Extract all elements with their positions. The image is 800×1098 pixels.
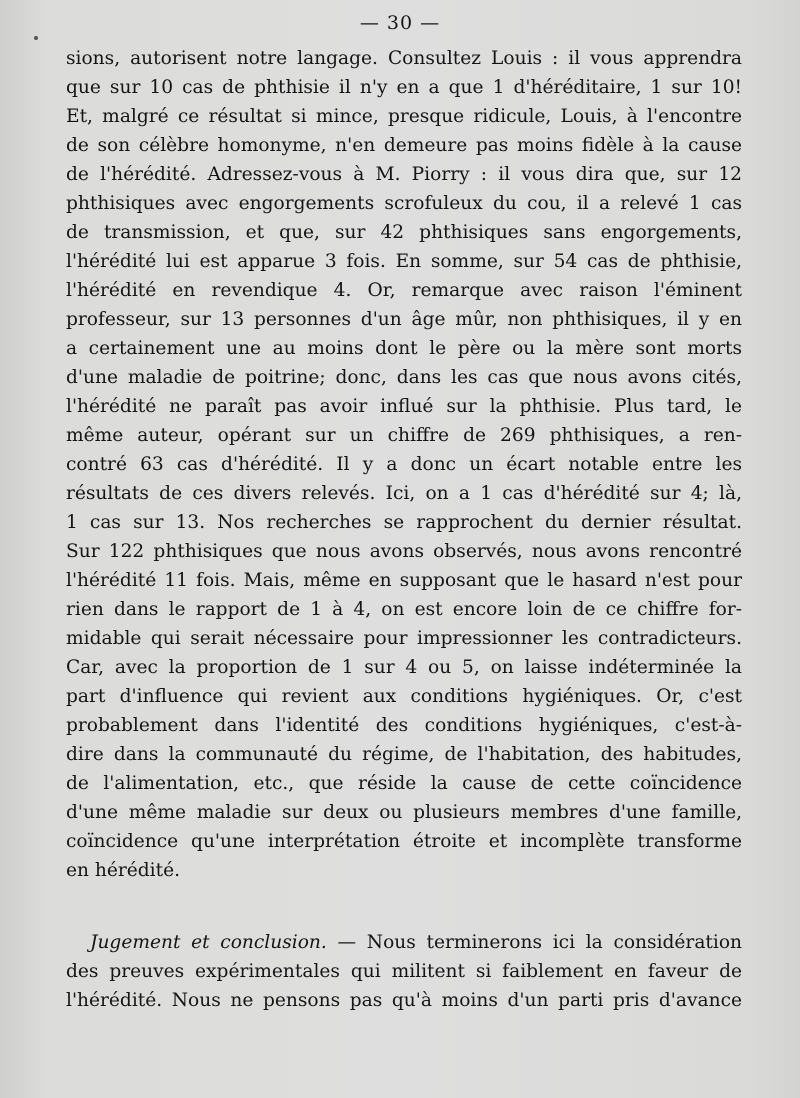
text-line: l'hérédité ne paraît pas avoir influé sur la phthisie. Plus tard, le	[66, 396, 742, 417]
text-line: des preuves expérimentales qui militent si faiblement en faveur de	[66, 961, 742, 982]
text-line: l'hérédité 11 fois. Mais, même en supposant que le hasard n'est pour	[66, 570, 742, 591]
text-line: en hérédité.	[66, 860, 180, 881]
text-line: Et, malgré ce résultat si mince, presque ridicule, Louis, à l'encontre	[66, 106, 742, 127]
text-line: sions, autorisent notre langage. Consultez Louis : il vous apprendra	[66, 48, 742, 69]
text-line: 1 cas sur 13. Nos recherches se rapprochent du dernier résultat.	[66, 512, 742, 533]
text-line: résultats de ces divers relevés. Ici, on a 1 cas d'hérédité sur 4; là,	[66, 483, 742, 504]
paragraph-heredity-statistics	[66, 44, 742, 885]
text-line: de transmission, et que, sur 42 phthisiques sans engorgements,	[66, 222, 742, 243]
text-line: a certainement une au moins dont le père ou la mère sont morts	[66, 338, 742, 359]
text-line: d'une même maladie sur deux ou plusieurs membres d'une famille,	[66, 802, 742, 823]
text-line: l'hérédité en revendique 4. Or, remarque avec raison l'éminent	[66, 280, 742, 301]
text-line-rest: — Nous terminerons ici la considération	[326, 932, 742, 953]
text-line: rien dans le rapport de 1 à 4, on est encore loin de ce chiffre for-	[66, 599, 742, 620]
section-run-in-heading: Jugement et conclusion.	[90, 932, 327, 953]
text-line	[66, 928, 742, 957]
text-line: probablement dans l'identité des conditions hygiéniques, c'est-à-	[66, 715, 742, 736]
text-line: l'hérédité. Nous ne pensons pas qu'à moins d'un parti pris d'avance	[66, 990, 742, 1011]
paper-speck	[34, 36, 38, 40]
text-line: coïncidence qu'une interprétation étroite et incomplète transforme	[66, 831, 742, 852]
paragraph-judgement-conclusion	[66, 928, 742, 1015]
text-line: midable qui serait nécessaire pour impressionner les contradicteurs.	[66, 628, 742, 649]
text-line: Sur 122 phthisiques que nous avons observés, nous avons rencontré	[66, 541, 742, 562]
text-line: Car, avec la proportion de 1 sur 4 ou 5, on laisse indéterminée la	[66, 657, 742, 678]
text-line: phthisiques avec engorgements scrofuleux du cou, il a relevé 1 cas	[66, 193, 742, 214]
text-line: part d'influence qui revient aux conditions hygiéniques. Or, c'est	[66, 686, 742, 707]
text-line: dire dans la communauté du régime, de l'habitation, des habitudes,	[66, 744, 742, 765]
text-line: l'hérédité lui est apparue 3 fois. En somme, sur 54 cas de phthisie,	[66, 251, 742, 272]
text-line: même auteur, opérant sur un chiffre de 269 phthisiques, a ren-	[66, 425, 742, 446]
text-line: de l'hérédité. Adressez-vous à M. Piorry : il vous dira que, sur 12	[66, 164, 742, 185]
page-number: — 30 —	[359, 12, 441, 34]
text-line: de son célèbre homonyme, n'en demeure pas moins fidèle à la cause	[66, 135, 742, 156]
text-line: professeur, sur 13 personnes d'un âge mûr, non phthisiques, il y en	[66, 309, 742, 330]
text-line: d'une maladie de poitrine; donc, dans les cas que nous avons cités,	[66, 367, 742, 388]
text-line: de l'alimentation, etc., que réside la cause de cette coïncidence	[66, 773, 742, 794]
text-line: contré 63 cas d'hérédité. Il y a donc un écart notable entre les	[66, 454, 742, 475]
text-line: que sur 10 cas de phthisie il n'y en a que 1 d'héréditaire, 1 sur 10!	[66, 77, 742, 98]
